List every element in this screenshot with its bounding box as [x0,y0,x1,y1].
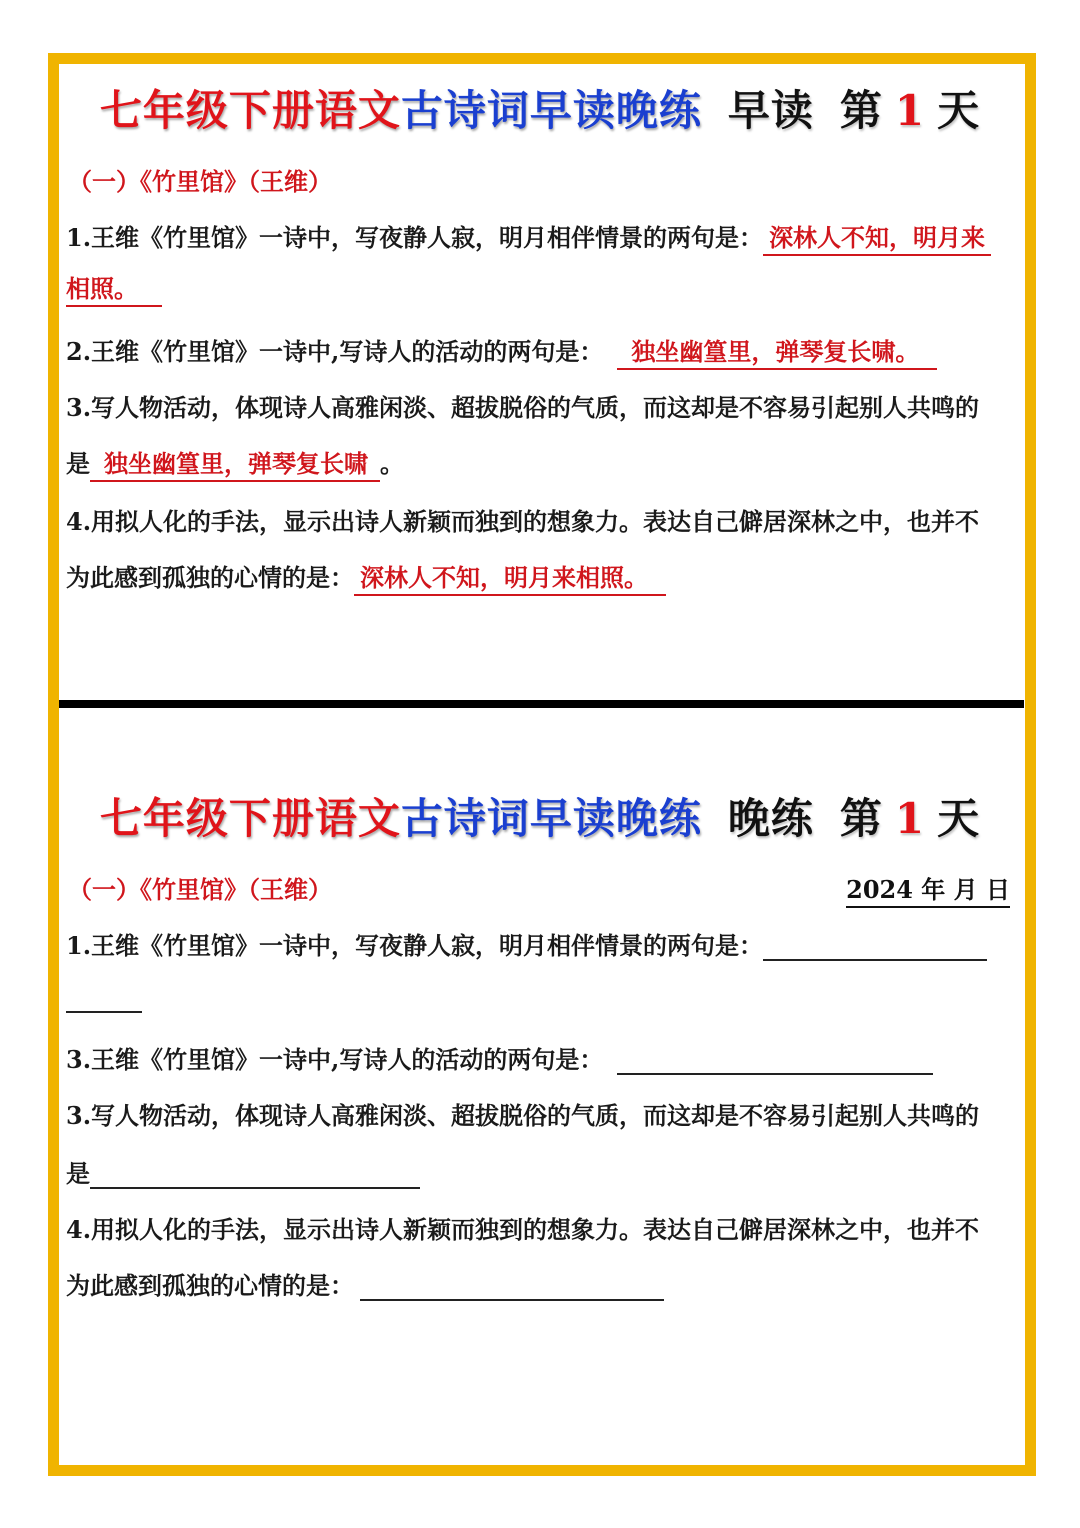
morning-question-1-cont [66,274,162,307]
morning-answer-2: 独坐幽篁里，弹琴复长啸。 [617,338,937,370]
morning-q1-text: 1.王维《竹里馆》一诗中，写夜静人寂，明月相伴情景的两句是： [66,223,764,252]
morning-q2-text: 2.王维《竹里馆》一诗中,写诗人的活动的两句是： [66,337,604,366]
morning-question-3-cont [66,444,404,482]
evening-q4-text: 为此感到孤独的心情的是： [66,1271,354,1300]
evening-title-blue: 古诗词早读晚练 [400,794,702,843]
morning-question-4-cont [66,558,666,596]
section-divider [59,700,1024,708]
morning-answer-1a: 深林人不知，明月来 [763,224,991,256]
evening-title-mode: 晚练 [727,794,814,843]
morning-q3-post: 。 [380,449,404,478]
evening-title [0,786,1080,846]
morning-question-1 [66,218,991,256]
morning-question-4: 4.用拟人化的手法，显示出诗人新颖而独到的想象力。表达自己僻居深林之中，也并不 [66,507,980,536]
evening-title-day-num: 1 [894,794,926,843]
evening-section-heading: （一）《竹里馆》（王维） [68,875,332,904]
morning-answer-1b: 相照。 [66,275,162,307]
morning-title-day-post: 天 [937,86,981,135]
morning-question-2 [66,332,937,370]
evening-question-3: 3.写人物活动，体现诗人高雅闲淡、超拔脱俗的气质，而这却是不容易引起别人共鸣的 [66,1101,980,1130]
evening-title-day-post: 天 [937,794,981,843]
evening-title-red: 七年级下册语文 [99,794,401,843]
evening-question-1-cont [66,984,142,1013]
evening-q3-pre: 是 [66,1159,90,1188]
evening-q2-text: 3.王维《竹里馆》一诗中,写诗人的活动的两句是： [66,1045,604,1074]
answer-blank-4[interactable] [360,1275,664,1301]
morning-title-day-num: 1 [894,86,926,135]
date-field[interactable]: 2024 年 月 日 [846,870,1010,908]
evening-question-3-cont [66,1154,420,1189]
morning-title-red: 七年级下册语文 [99,86,401,135]
page-border [48,53,1036,1476]
morning-title [0,78,1080,138]
evening-question-2 [66,1040,933,1075]
evening-question-4: 4.用拟人化的手法，显示出诗人新颖而独到的想象力。表达自己僻居深林之中，也并不 [66,1215,980,1244]
morning-q4-text: 为此感到孤独的心情的是： [66,563,354,592]
morning-title-blue: 古诗词早读晚练 [400,86,702,135]
evening-title-day-pre: 第 [839,794,883,843]
morning-answer-3: 独坐幽篁里，弹琴复长啸 [90,450,380,482]
morning-q3-pre: 是 [66,449,90,478]
evening-question-1 [66,926,987,961]
morning-answer-4: 深林人不知，明月来相照。 [354,564,666,596]
morning-question-3: 3.写人物活动，体现诗人高雅闲淡、超拔脱俗的气质，而这却是不容易引起别人共鸣的 [66,393,980,422]
evening-q1-text: 1.王维《竹里馆》一诗中，写夜静人寂，明月相伴情景的两句是： [66,931,764,960]
evening-question-4-cont [66,1266,664,1301]
answer-blank-3[interactable] [90,1163,420,1189]
answer-blank-1b[interactable] [66,987,142,1013]
morning-title-mode: 早读 [727,86,814,135]
answer-blank-1a[interactable] [763,935,987,961]
answer-blank-2[interactable] [617,1049,933,1075]
morning-section-heading: （一）《竹里馆》（王维） [68,167,332,196]
morning-title-day-pre: 第 [839,86,883,135]
